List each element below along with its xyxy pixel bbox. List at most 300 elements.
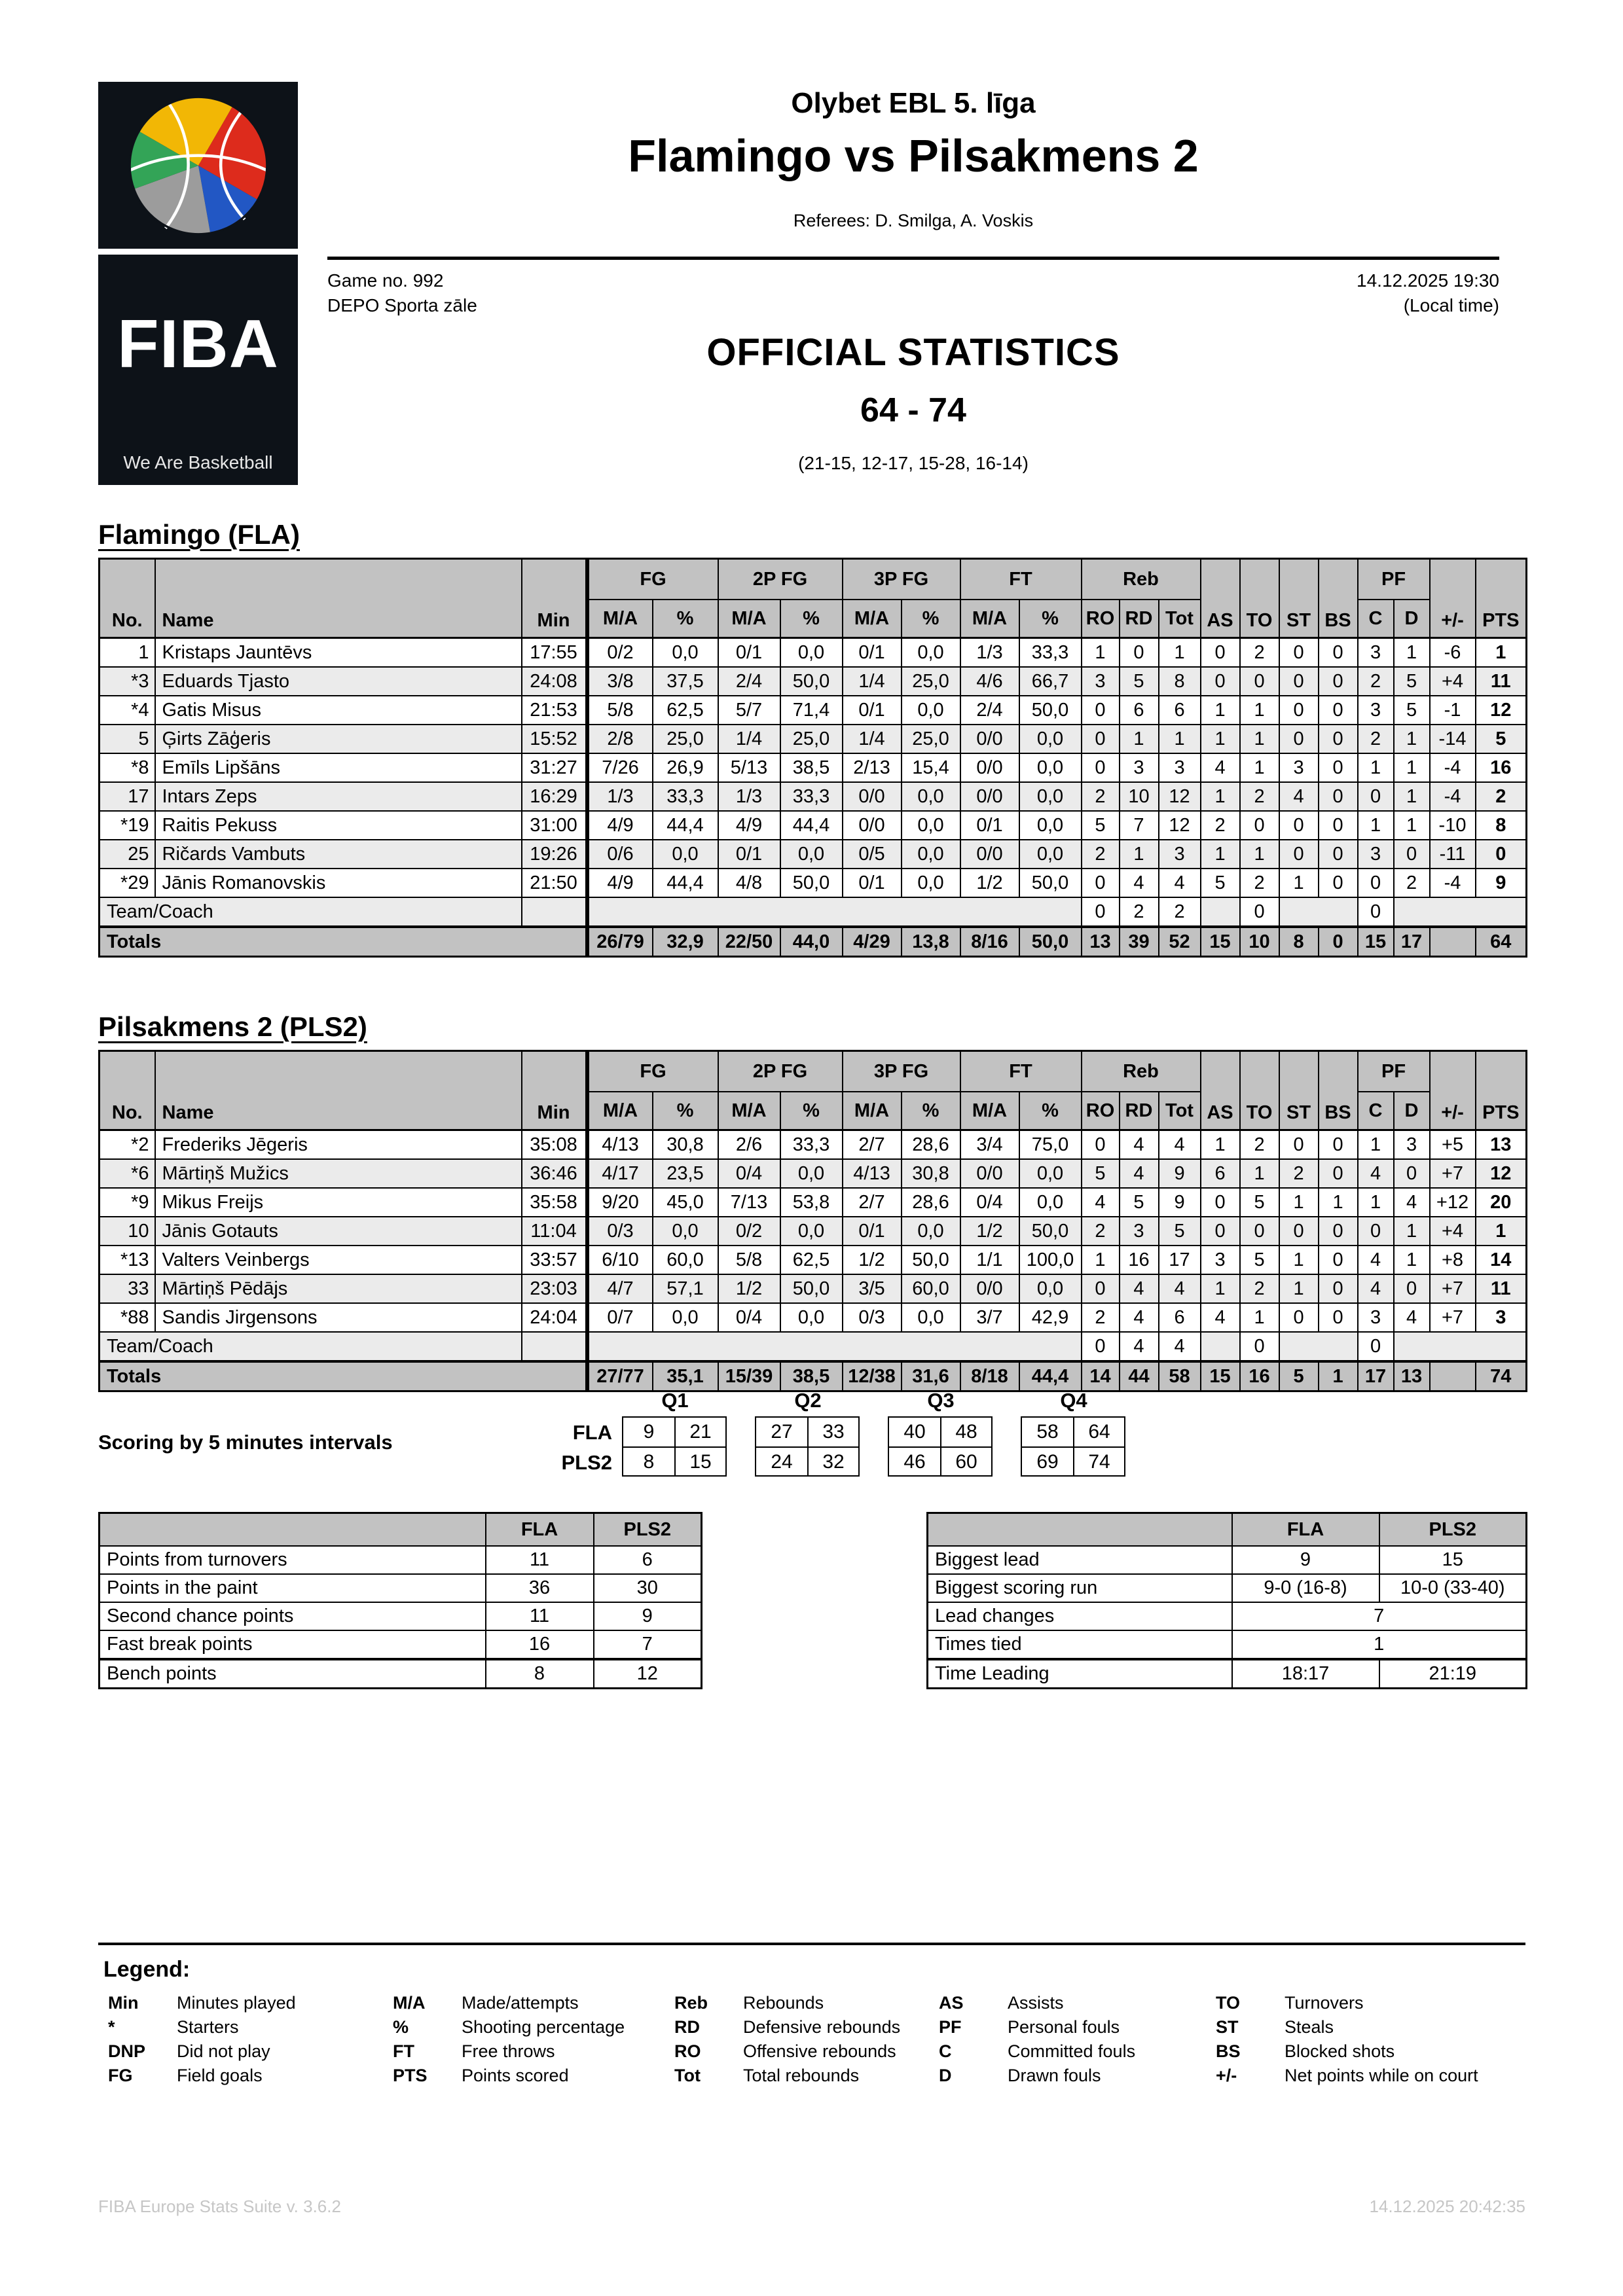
stat-cell: 9 [1476,869,1527,897]
totals-row [100,1361,1527,1391]
quarter-label: Q4 [1060,1389,1087,1412]
column-header: BS [1319,1051,1358,1130]
column-header: M/A [718,1092,780,1130]
stat-cell: 0/1 [843,1217,902,1246]
stat-cell: 5 [1120,667,1159,696]
stat-cell: 19:26 [522,840,587,869]
stat-cell [587,897,1082,927]
group-header-2pfg: 2P FG [718,1051,843,1092]
stat-cell: 12 [1476,696,1527,725]
stat-cell: 0 [1319,1274,1358,1303]
stat-cell: 5 [100,725,155,753]
column-header: M/A [843,1092,902,1130]
stat-cell: *13 [100,1246,155,1274]
stat-cell: 35:58 [522,1188,587,1217]
column-header: C [1358,1092,1394,1130]
stat-cell: 0/4 [718,1159,780,1188]
stat-cell: 3/7 [960,1303,1019,1332]
stat-cell: 5 [1394,667,1430,696]
stat-cell: *6 [100,1159,155,1188]
stat-cell: 0,0 [902,1303,960,1332]
legend-desc: Net points while on court [1285,2066,1478,2085]
column-header: No. [100,1051,155,1130]
total-cell: 10 [1240,927,1279,957]
stat-cell: 4 [1394,1303,1430,1332]
legend-item [1216,2064,1478,2088]
stat-cell: -4 [1430,753,1476,782]
stat-cell: 0,0 [653,1217,718,1246]
comparison-column-header: FLA [486,1513,594,1547]
column-header: PTS [1476,559,1527,638]
stat-cell: 0,0 [780,638,843,668]
legend-desc: Did not play [177,2041,270,2061]
stat-cell: *3 [100,667,155,696]
column-header: % [653,600,718,638]
stat-cell: 0 [1240,811,1279,840]
stat-cell: 0/5 [843,840,902,869]
stat-cell: 0 [1319,869,1358,897]
stat-cell: 1 [1319,1188,1358,1217]
comparison-span-value: 1 [1232,1630,1527,1659]
player-row [100,1217,1527,1246]
stat-cell: 1 [1279,1188,1319,1217]
stat-cell: 57,1 [653,1274,718,1303]
stat-cell [522,1332,587,1361]
column-header: ST [1279,559,1319,638]
stat-cell: 0 [1240,1332,1279,1361]
team-stats-table [98,558,1527,958]
column-header: M/A [587,600,653,638]
legend-item [1216,2015,1478,2039]
player-row [100,782,1527,811]
stat-cell: 33:57 [522,1246,587,1274]
team-comparison-left [98,1512,702,1689]
stat-cell: 0/2 [587,638,653,668]
column-header: M/A [960,1092,1019,1130]
stat-cell: 17 [100,782,155,811]
stat-cell: 0,0 [1019,725,1082,753]
stat-cell: 33,3 [780,1130,843,1160]
comparison-value-pls2: 9 [594,1602,702,1630]
stat-cell: 12 [1159,811,1201,840]
group-header-reb: Reb [1082,559,1201,600]
stat-cell: *9 [100,1188,155,1217]
stat-cell: *4 [100,696,155,725]
footer-print-timestamp: 14.12.2025 20:42:35 [1369,2197,1525,2216]
quarter-label: Q1 [661,1389,689,1412]
legend-abbr: AS [939,1993,964,2013]
legend-abbr: ST [1216,2017,1239,2037]
stat-cell: 16 [1476,753,1527,782]
stat-cell: 1 [1358,1130,1394,1160]
legend-abbr: TO [1216,1993,1241,2013]
stat-cell: 17 [1159,1246,1201,1274]
stat-cell: 1 [1279,1274,1319,1303]
stat-cell: 3 [1120,1217,1159,1246]
stat-cell: 5 [1082,1159,1120,1188]
column-header: M/A [718,600,780,638]
stat-cell: 16:29 [522,782,587,811]
stat-cell: +5 [1430,1130,1476,1160]
stat-cell: Valters Veinbergs [155,1246,522,1274]
stat-cell: 0,0 [902,638,960,668]
stat-cell: 1 [1159,725,1201,753]
stat-cell: 15:52 [522,725,587,753]
legend-item [939,2039,1135,2064]
stat-cell: 66,7 [1019,667,1082,696]
score-box [888,1416,993,1477]
stat-cell: 1 [1240,725,1279,753]
stat-cell: 0 [1082,753,1120,782]
legend-desc: Drawn fouls [1008,2066,1101,2085]
total-cell: 35,1 [653,1361,718,1391]
legend-abbr: BS [1216,2041,1241,2061]
stat-cell: 0 [1082,897,1120,927]
stat-cell: 5 [1240,1246,1279,1274]
stat-cell: 0,0 [902,811,960,840]
stat-cell: 2 [1082,1217,1120,1246]
stat-cell: 4/9 [718,811,780,840]
legend-divider [98,1943,1525,1945]
stat-cell: 1 [1240,840,1279,869]
stat-cell: 5 [1159,1217,1201,1246]
stat-cell: 5 [1394,696,1430,725]
stat-cell: 0 [1201,638,1240,668]
total-cell: 5 [1279,1361,1319,1391]
stat-cell: 0 [1279,1130,1319,1160]
stat-cell [1279,1332,1358,1361]
stat-cell: 3/4 [960,1130,1019,1160]
stat-cell: +4 [1430,1217,1476,1246]
stat-cell: -1 [1430,696,1476,725]
stat-cell: 4 [1120,1274,1159,1303]
stat-cell: 0 [1082,725,1120,753]
stat-cell: 1/1 [960,1246,1019,1274]
stat-cell: 1 [1394,725,1430,753]
stat-cell: 4 [1120,1332,1159,1361]
stat-cell: 25,0 [780,725,843,753]
comparison-value-pls2: 30 [594,1574,702,1602]
stat-cell: 1 [1394,811,1430,840]
legend-desc: Minutes played [177,1993,296,2013]
comparison-row [100,1546,702,1574]
stat-cell: 6 [1120,696,1159,725]
score-cell: 21 [674,1418,725,1446]
stat-cell: 6 [1159,1303,1201,1332]
stats-header-row [100,1051,1527,1092]
stat-cell: 0 [1319,1159,1358,1188]
fiba-tagline: We Are Basketball [123,452,273,473]
comparison-value-pls2: 10-0 (33-40) [1379,1574,1527,1602]
total-cell: 16 [1240,1361,1279,1391]
score-cell: 32 [807,1446,858,1475]
stat-cell: 4 [1279,782,1319,811]
legend-abbr: M/A [393,1993,426,2013]
legend-item [1216,2039,1478,2064]
stat-cell: 25,0 [653,725,718,753]
stat-cell: 1 [1082,638,1120,668]
comparison-row-label: Second chance points [100,1602,486,1630]
comparison-value-pls2: 7 [594,1630,702,1659]
stat-cell: -10 [1430,811,1476,840]
stat-cell: 7/13 [718,1188,780,1217]
stat-cell: 31:27 [522,753,587,782]
total-cell: 26/79 [587,927,653,957]
header-divider [327,257,1499,260]
comparison-row [100,1602,702,1630]
score-cell: 40 [903,1421,926,1443]
group-header-pf: PF [1358,559,1430,600]
comparison-row-label: Bench points [100,1659,486,1689]
stat-cell: 0,0 [653,1303,718,1332]
stat-cell: 10 [100,1217,155,1246]
stat-cell: Gatis Misus [155,696,522,725]
legend-desc: Rebounds [743,1993,824,2013]
player-row [100,869,1527,897]
stat-cell: 4 [1082,1188,1120,1217]
stat-cell: 3 [1082,667,1120,696]
stat-cell: 0,0 [902,869,960,897]
comparison-row [928,1546,1527,1574]
group-header-3pfg: 3P FG [843,1051,960,1092]
stat-cell: -11 [1430,840,1476,869]
stat-cell: 2 [1394,869,1430,897]
stat-cell: 0,0 [902,840,960,869]
comparison-value-fla: 11 [486,1602,594,1630]
stat-cell: 0,0 [1019,782,1082,811]
comparison-header-row [100,1513,702,1547]
legend-item [939,2015,1135,2039]
stat-cell: 5/8 [587,696,653,725]
stat-cell: 1 [1240,1159,1279,1188]
totals-label: Totals [100,927,587,957]
score-cell: 60 [940,1446,991,1475]
stat-cell: 0/0 [960,782,1019,811]
comparison-value-pls2: 6 [594,1546,702,1574]
stat-cell: 5 [1082,811,1120,840]
stat-cell: 0,0 [1019,1274,1082,1303]
stat-cell: 0 [1201,1188,1240,1217]
quarter-label: Q2 [794,1389,822,1412]
stat-cell: Jānis Gotauts [155,1217,522,1246]
stat-cell: 5 [1120,1188,1159,1217]
legend-item [393,2064,625,2088]
stat-cell: 4/13 [843,1159,902,1188]
stat-cell: 0 [1319,1217,1358,1246]
comparison-row-label: Fast break points [100,1630,486,1659]
group-header-ft: FT [960,559,1082,600]
column-header: ST [1279,1051,1319,1130]
stat-cell: 3/8 [587,667,653,696]
stat-cell: 0 [1279,667,1319,696]
stat-cell: 3 [1358,840,1394,869]
stat-cell: 1 [1201,1274,1240,1303]
stat-cell: 4/6 [960,667,1019,696]
stat-cell: 21:50 [522,869,587,897]
total-cell: 8/18 [960,1361,1019,1391]
stat-cell: 14 [1476,1246,1527,1274]
score-box [622,1416,727,1477]
legend-item [1216,1991,1478,2015]
venue: DEPO Sporta zāle [327,295,477,315]
stat-cell: 4/7 [587,1274,653,1303]
stats-header-row [100,559,1527,600]
legend-group [1216,1991,1478,2088]
stat-cell: 1/4 [718,725,780,753]
stat-cell: 1 [1358,753,1394,782]
legend-item [108,2015,296,2039]
footer-app-version: FIBA Europe Stats Suite v. 3.6.2 [98,2197,341,2216]
column-header: % [653,1092,718,1130]
comparison-row-label: Points in the paint [100,1574,486,1602]
stat-cell: 2/8 [587,725,653,753]
stat-cell: 2 [1120,897,1159,927]
legend-abbr: FG [108,2066,133,2085]
stat-cell: 0 [1358,782,1394,811]
comparison-row-label: Time Leading [928,1659,1232,1689]
stat-cell: 2 [1240,1274,1279,1303]
stat-cell: Kristaps Jauntēvs [155,638,522,668]
stat-cell: 17:55 [522,638,587,668]
referees-line: Referees: D. Smilga, A. Voskis [793,211,1034,230]
comparison-header-row [928,1513,1527,1547]
comparison-row [100,1659,702,1689]
legend-abbr: +/- [1216,2066,1237,2085]
stat-cell: 3 [1159,753,1201,782]
stat-cell: 0 [1319,811,1358,840]
stat-cell: 0,0 [653,840,718,869]
stat-cell: 4/9 [587,811,653,840]
stat-cell: 12 [1159,782,1201,811]
stat-cell: 2 [1279,1159,1319,1188]
legend-item [108,2064,296,2088]
stat-cell: 50,0 [780,1274,843,1303]
stat-cell: 0,0 [780,1217,843,1246]
stat-cell: 4 [1159,1130,1201,1160]
stat-cell: 0/0 [960,1274,1019,1303]
stat-cell: -6 [1430,638,1476,668]
group-header-pf: PF [1358,1051,1430,1092]
stat-cell: 0 [1394,1274,1430,1303]
stat-cell: 4 [1358,1159,1394,1188]
stat-cell: Mārtiņš Pēdājs [155,1274,522,1303]
stat-cell: 3 [1358,696,1394,725]
stat-cell: 1/4 [843,725,902,753]
column-header: % [1019,600,1082,638]
stat-cell: 0/0 [960,1159,1019,1188]
stat-cell: 0 [1319,1303,1358,1332]
player-row [100,1274,1527,1303]
stat-cell: 0 [1279,811,1319,840]
stat-cell: +7 [1430,1159,1476,1188]
legend-abbr: FT [393,2041,414,2061]
stat-cell: +12 [1430,1188,1476,1217]
stat-cell: 0/0 [960,753,1019,782]
local-time-note: (Local time) [1403,295,1499,315]
stat-cell: 28,6 [902,1188,960,1217]
stat-cell [522,897,587,927]
column-header: Min [522,1051,587,1130]
comparison-row [928,1602,1527,1630]
group-header-ft: FT [960,1051,1082,1092]
quarter-scores: (21-15, 12-17, 15-28, 16-14) [798,453,1029,473]
comparison-row-label: Biggest lead [928,1546,1232,1574]
stat-cell: 0,0 [1019,1159,1082,1188]
total-cell: 22/50 [718,927,780,957]
stat-cell: 28,6 [902,1130,960,1160]
stat-cell: 1 [1240,1303,1279,1332]
legend-group [393,1991,625,2088]
column-header: AS [1201,559,1240,638]
stat-cell: *88 [100,1303,155,1332]
score-cell: 15 [674,1446,725,1475]
stat-cell: 53,8 [780,1188,843,1217]
stat-cell: 0,0 [902,782,960,811]
stat-cell [587,1332,1082,1361]
stat-cell: 16 [1120,1246,1159,1274]
stat-cell: 1 [1201,725,1240,753]
stat-cell: 1 [1240,753,1279,782]
total-cell: 31,6 [902,1361,960,1391]
stat-cell: 44,4 [653,869,718,897]
quarter-label: Q3 [927,1389,955,1412]
total-cell: 50,0 [1019,927,1082,957]
team-stats-table [98,1050,1527,1392]
stat-cell: 1 [1476,1217,1527,1246]
player-row [100,696,1527,725]
stat-cell: 0/1 [960,811,1019,840]
stat-cell: 0 [1319,753,1358,782]
stat-cell: 0/0 [843,782,902,811]
stat-cell: 4/17 [587,1159,653,1188]
stat-cell [1201,1332,1240,1361]
comparison-column-header: PLS2 [1379,1513,1527,1547]
stat-cell: 0,0 [780,1159,843,1188]
stat-cell: 36:46 [522,1159,587,1188]
stat-cell: 23,5 [653,1159,718,1188]
score-cell: 48 [940,1418,991,1446]
legend-item [939,2064,1135,2088]
score-cell: 8 [623,1446,674,1475]
stat-cell: 5/13 [718,753,780,782]
team-stats-container-pls2 [98,1050,1527,1392]
total-cell: 13 [1082,927,1120,957]
group-header-fg: FG [587,1051,718,1092]
stat-cell: 21:53 [522,696,587,725]
legend-item [393,2039,625,2064]
team-coach-label: Team/Coach [100,897,522,927]
legend-desc: Steals [1285,2017,1334,2037]
comparison-table [98,1512,702,1689]
comparison-table [926,1512,1527,1689]
stat-cell: *2 [100,1130,155,1160]
stat-cell: 9 [1159,1159,1201,1188]
legend-title: Legend: [103,1957,191,1982]
stat-cell: 33,3 [1019,638,1082,668]
comparison-row [928,1659,1527,1689]
score-cell: 58 [1036,1421,1059,1443]
stat-cell: 1 [1120,840,1159,869]
player-row [100,753,1527,782]
comparison-row-label: Times tied [928,1630,1232,1659]
game-number: Game no. 992 [327,270,444,291]
total-cell: 4/29 [843,927,902,957]
stat-cell: 3 [1358,638,1394,668]
total-cell: 52 [1159,927,1201,957]
stat-cell: *8 [100,753,155,782]
score-box [1021,1416,1125,1477]
stat-cell: 2 [1240,1130,1279,1160]
